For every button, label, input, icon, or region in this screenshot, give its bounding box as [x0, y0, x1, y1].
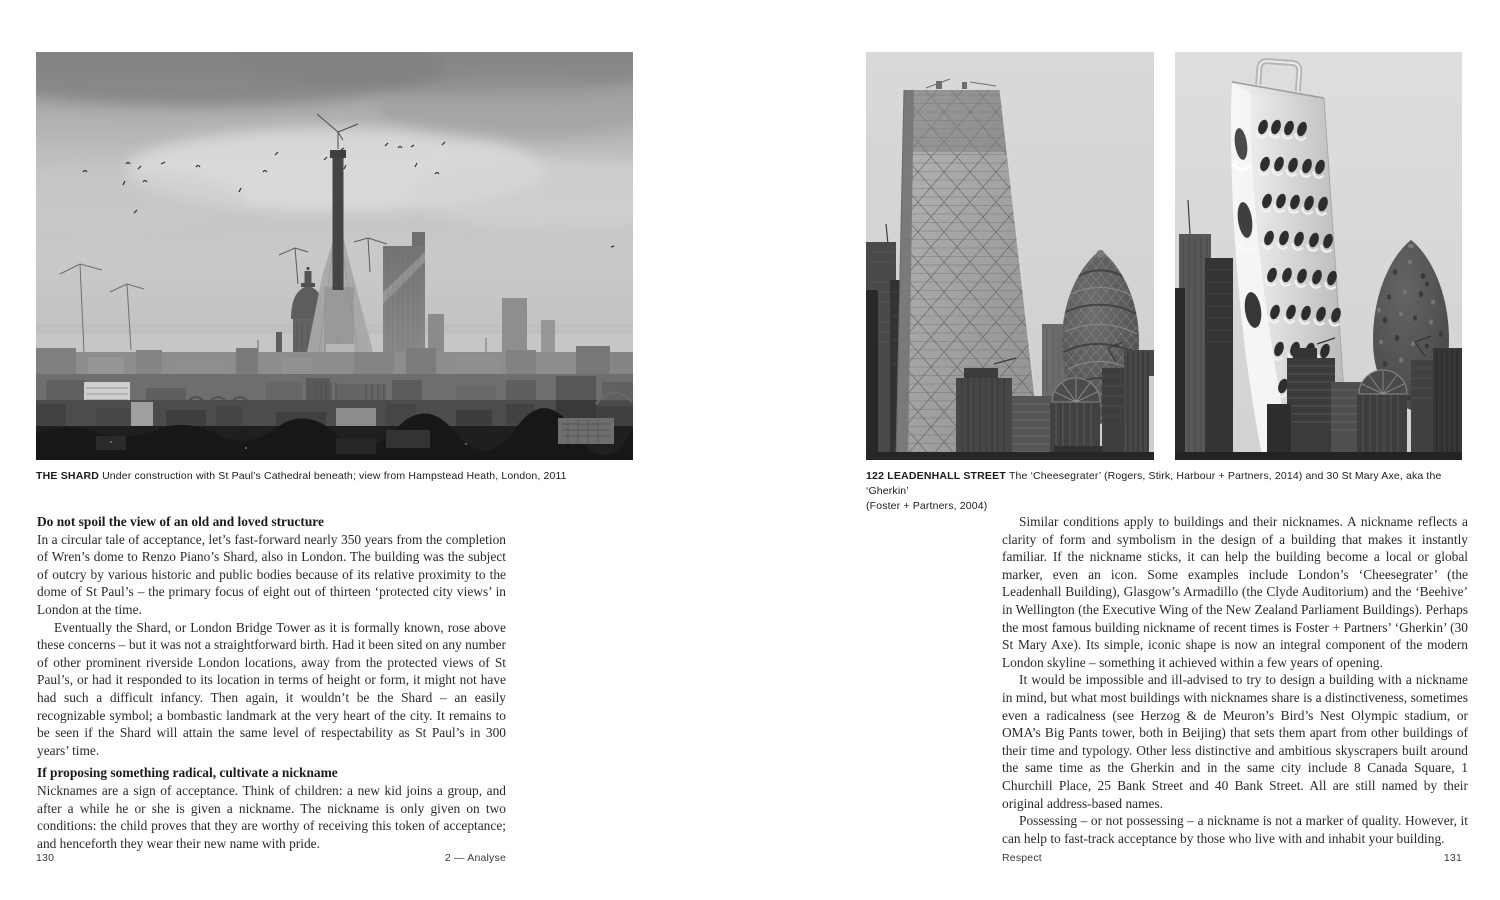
caption-shard — [36, 469, 666, 484]
caption-leadenhall-lead: 122 LEADENHALL STREET — [866, 470, 1006, 482]
leadenhall-illustration — [866, 52, 1154, 460]
paragraph: Eventually the Shard, or London Bridge Tower as it is formally known, rose above these concerns – but it was not a straightforward birth. Had it been sited on any number of other prominent riverside London locations, away from the protected views of St Paul’s, or had it responded to its location in terms of height or form, it might not have had such a difficult infancy. Then again, it wouldn’t be the Shard – an easily recognizable symbol; a bombastic landmark at the very heart of the city. It remains to be seen if the Shard will attain the same level of respectability as St Paul’s in 300 years’ time. — [37, 619, 506, 758]
boxy-tower — [383, 232, 425, 352]
cheese-grater-illustration — [1175, 52, 1462, 460]
caption-leadenhall-line2: (Foster + Partners, 2004) — [866, 500, 988, 512]
paragraph: It would be impossible and ill-advised to try to design a building with a nickname in mind, but what most buildings with nicknames share is a distinctiveness, sometimes even a radicalness (see Herzog & de Meuron’s Bird’s Nest Olympic stadium, or OMA’s Big Pants tower, both in Beijing) that sets them apart from other buildings of their time and typology. Other less distinctive and ambitious skyscrapers built around the same time as the Gherkin and in the same city include 8 Canada Square, 1 Churchill Place, 25 Bank Street and 40 Bank Street. All are still named by their original address-based names. — [1002, 672, 1468, 811]
right-page-text-column — [1002, 513, 1468, 847]
shard-skyline-illustration — [36, 52, 633, 460]
section-heading-nickname: If proposing something radical, cultivate a nickname — [37, 765, 338, 781]
page-number-left: 130 — [36, 852, 55, 864]
photo-shard-under-construction — [36, 52, 633, 460]
chapter-label-right: Respect — [1002, 852, 1042, 864]
paragraph: Nicknames are a sign of acceptance. Think of children: a new kid joins a group, and after a while he or she is given a nickname. The nickname is only given on two conditions: the child proves that they are worthy of receiving this token of acceptance; and henceforth they wear their new name with pride. — [37, 782, 506, 851]
paragraph: Possessing – or not possessing – a nickname is not a marker of quality. However, it can help to fast-track acceptance by those who live with and inhabit your building. — [1002, 813, 1468, 846]
paragraph: In a circular tale of acceptance, let’s fast-forward nearly 350 years from the completion of Wren’s dome to Renzo Piano’s Shard, also in London. The building was the subject of outcry by various historic and public bodies because of its relative proximity to the dome of St Paul’s – the primary focus of eight out of thirteen ‘protected city views’ in London at the time. — [37, 531, 506, 617]
caption-shard-text: Under construction with St Paul’s Cathedral beneath; view from Hampstead Heath, London, 2011 — [102, 470, 567, 482]
caption-leadenhall — [866, 469, 1466, 514]
shard-core — [333, 155, 344, 290]
page-number-right: 131 — [1443, 852, 1462, 864]
caption-leadenhall-text: The ‘Cheesegrater’ (Rogers, Stirk, Harbour + Partners, 2014) and 30 St Mary Axe, aka the ‘Gherkin’ — [866, 470, 1442, 497]
paragraph: Similar conditions apply to buildings and their nicknames. A nickname reflects a clarity of form and symbolism in the design of a building that makes it instantly familiar. If the nickname sticks, it can help the building become a local or global marker, even an icon. Some examples include London’s ‘Cheesegrater’ (the Leadenhall Building), Glasgow’s Armadillo (the Clyde Auditorium) and the ‘Beehive’ in Wellington (the Executive Wing of the New Zealand Parliament Buildings). Perhaps the most famous building nickname of recent times is Foster + Partners’ ‘Gherkin’ (30 St Mary Axe). Its simple, iconic shape is now an integral component of the modern London skyline – something it achieved within a few years of opening. — [1002, 514, 1468, 670]
sunburst-pediment — [1357, 370, 1407, 460]
chapter-label-left: 2 — Analyse — [444, 852, 506, 864]
left-page-text-column — [37, 513, 506, 852]
photo-cheese-grater-skyline — [1175, 52, 1462, 460]
photo-leadenhall-building — [866, 52, 1154, 460]
caption-shard-lead: THE SHARD — [36, 470, 100, 482]
section-heading-protected-views: Do not spoil the view of an old and loved structure — [37, 514, 324, 529]
